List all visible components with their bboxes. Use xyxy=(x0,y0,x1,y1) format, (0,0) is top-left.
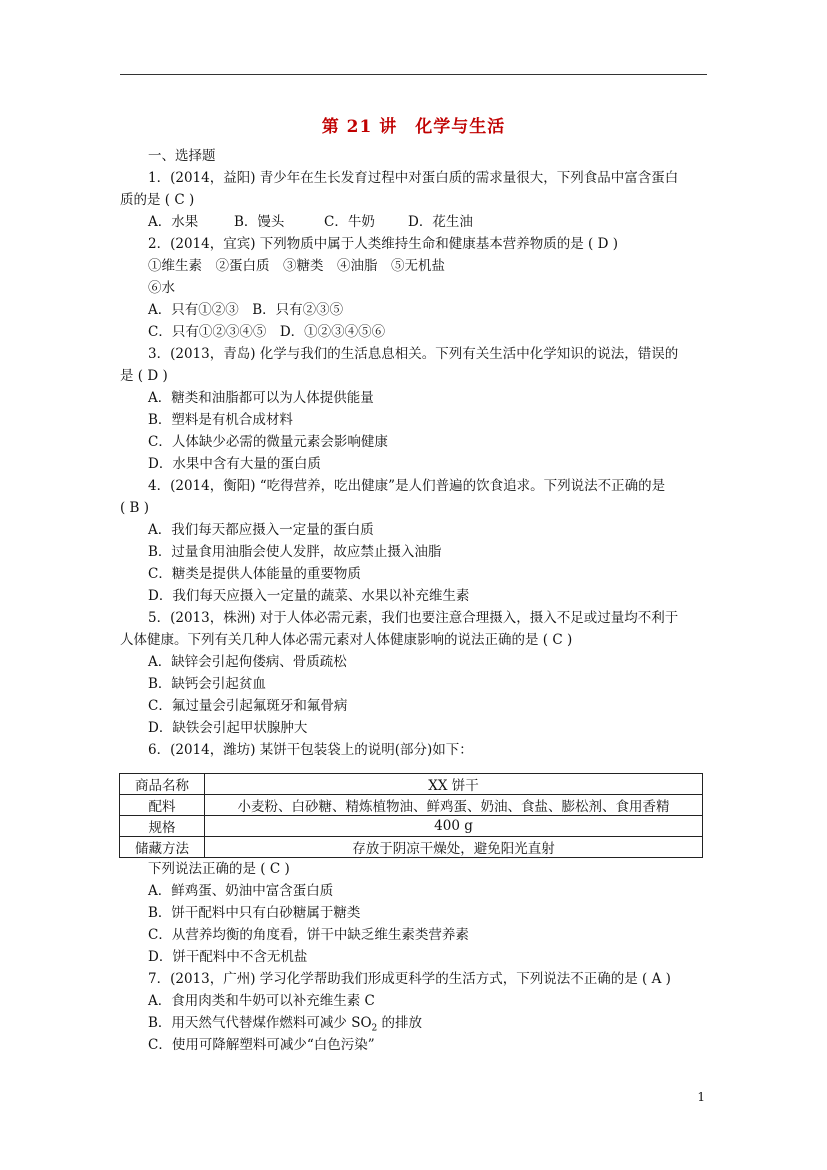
table-cell-key: 规格 xyxy=(120,816,205,837)
q1-option-b: B．馒头 xyxy=(234,214,285,230)
q2-items-line1: ①维生素 ②蛋白质 ③糖类 ④油脂 ⑤无机盐 xyxy=(148,258,445,274)
q1-stem-line2: 质的是 ( C ) xyxy=(120,192,195,208)
q6-option-a: A．鲜鸡蛋、奶油中富含蛋白质 xyxy=(148,883,334,899)
q3-stem-line1: 3．(2013，青岛) 化学与我们的生活息息相关。下列有关生活中化学知识的说法，错误的 xyxy=(148,346,679,362)
q5-stem-line1: 5．(2013，株洲) 对于人体必需元素，我们也要注意合理摄入，摄入不足或过量均不利于 xyxy=(148,610,679,626)
section-heading: 一、选择题 xyxy=(148,148,216,164)
q5-stem-line2: 人体健康。下列有关几种人体必需元素对人体健康影响的说法正确的是 ( C ) xyxy=(120,632,573,648)
q1-option-a: A．水果 xyxy=(148,214,199,230)
header-rule xyxy=(120,74,707,75)
table-cell-value: 400 g xyxy=(205,816,703,837)
q2-options-ab: A．只有①②③ B．只有②③⑤ xyxy=(148,302,344,318)
q6-stem: 6．(2014，潍坊) 某饼干包装袋上的说明(部分)如下： xyxy=(148,742,473,758)
q7-option-c: C．使用可降解塑料可减少“白色污染” xyxy=(148,1037,375,1053)
table-row xyxy=(120,837,703,858)
q7-option-b-tail: 的排放 xyxy=(377,1015,423,1031)
q6-option-b: B．饼干配料中只有白砂糖属于糖类 xyxy=(148,905,361,921)
q6-option-c: C．从营养均衡的角度看，饼干中缺乏维生素类营养素 xyxy=(148,927,469,943)
q1-option-d: D．花生油 xyxy=(408,214,473,230)
q4-option-b: B．过量食用油脂会使人发胖，故应禁止摄入油脂 xyxy=(148,544,442,560)
q7-option-b xyxy=(120,1012,705,1034)
table-cell-key: 配料 xyxy=(120,795,205,816)
q3-option-d: D．水果中含有大量的蛋白质 xyxy=(148,456,321,472)
q5-option-b: B．缺钙会引起贫血 xyxy=(148,676,266,692)
q1-options xyxy=(120,211,705,233)
table-cell-value: 小麦粉、白砂糖、精炼植物油、鲜鸡蛋、奶油、食盐、膨松剂、食用香精 xyxy=(205,795,703,816)
q6-option-d: D．饼干配料中不含无机盐 xyxy=(148,949,308,965)
page-number: 1 xyxy=(697,1090,705,1104)
q5-option-c: C．氟过量会引起氟斑牙和氟骨病 xyxy=(148,698,348,714)
q3-option-b: B．塑料是有机合成材料 xyxy=(148,412,293,428)
table-cell-value: 存放于阴凉干燥处，避免阳光直射 xyxy=(205,837,703,858)
q3-option-c: C．人体缺少必需的微量元素会影响健康 xyxy=(148,434,388,450)
q5-option-a: A．缺锌会引起佝偻病、骨质疏松 xyxy=(148,654,347,670)
table-cell-key: 储藏方法 xyxy=(120,837,205,858)
q7-option-b-text: B．用天然气代替煤作燃料可减少 SO xyxy=(148,1015,372,1031)
q4-option-c: C．糖类是提供人体能量的重要物质 xyxy=(148,566,361,582)
document-body xyxy=(120,145,705,1056)
q2-options-cd: C．只有①②③④⑤ D．①②③④⑤⑥ xyxy=(148,324,386,340)
q4-option-d: D．我们每天应摄入一定量的蔬菜、水果以补充维生素 xyxy=(148,588,470,604)
table-cell-key: 商品名称 xyxy=(120,774,205,795)
page-title: 第 21 讲 化学与生活 xyxy=(321,117,506,137)
q7-option-b-subscript: 2 xyxy=(371,1023,378,1034)
q3-option-a: A．糖类和油脂都可以为人体提供能量 xyxy=(148,390,374,406)
table-row xyxy=(120,795,703,816)
q2-items-line2: ⑥水 xyxy=(148,280,175,296)
q4-stem-line1: 4．(2014，衡阳) “吃得营养，吃出健康”是人们普遍的饮食追求。下列说法不正确的是 xyxy=(148,478,666,494)
q1-stem-line1: 1．(2014，益阳) 青少年在生长发育过程中对蛋白质的需求量很大，下列食品中富含蛋白 xyxy=(148,170,679,186)
q3-stem-line2: 是 ( D ) xyxy=(120,368,168,384)
q6-question: 下列说法正确的是 ( C ) xyxy=(148,861,290,877)
q2-stem: 2．(2014，宜宾) 下列物质中属于人类维持生命和健康基本营养物质的是 ( D ) xyxy=(148,236,619,252)
product-info-table xyxy=(119,773,703,858)
q1-option-c: C．牛奶 xyxy=(324,214,375,230)
table-cell-value: XX 饼干 xyxy=(205,774,703,795)
q5-option-d: D．缺铁会引起甲状腺肿大 xyxy=(148,720,308,736)
q7-option-a: A．食用肉类和牛奶可以补充维生素 C xyxy=(148,993,375,1009)
table-row xyxy=(120,774,703,795)
q4-option-a: A．我们每天都应摄入一定量的蛋白质 xyxy=(148,522,374,538)
q7-stem: 7．(2013，广州) 学习化学帮助我们形成更科学的生活方式，下列说法不正确的是 ( A ) xyxy=(148,971,671,987)
table-row xyxy=(120,816,703,837)
q4-stem-line2: ( B ) xyxy=(120,500,150,516)
